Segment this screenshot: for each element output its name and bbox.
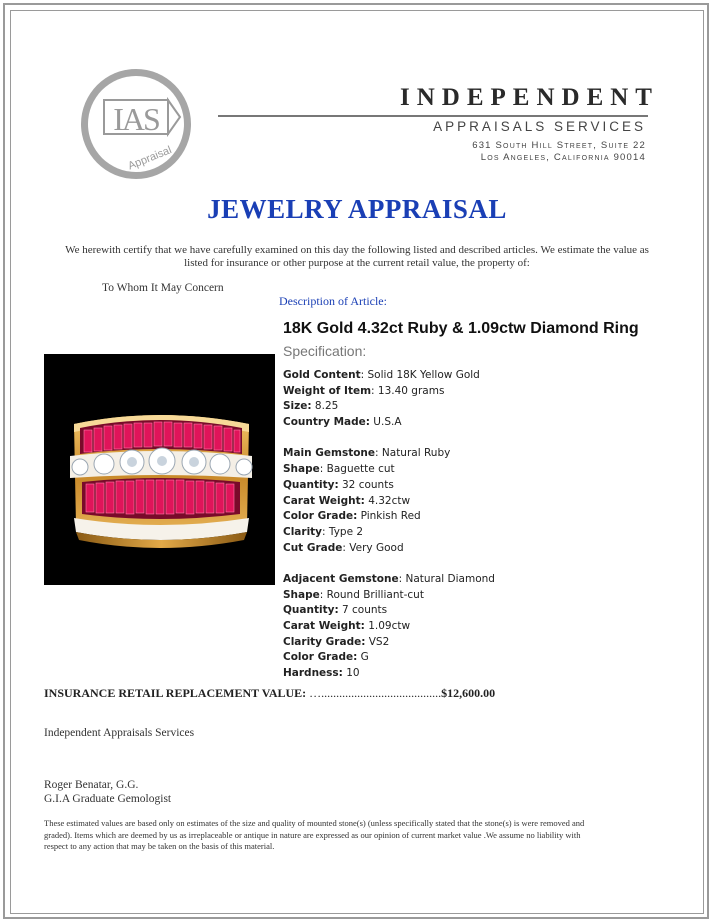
specifications [283, 368, 495, 682]
item-title: 18K Gold 4.32ct Ruby & 1.09ctw Diamond Ring [283, 320, 639, 337]
spec-label: Carat Weight: [283, 494, 365, 507]
spec-row [283, 666, 495, 682]
spec-value: : Very Good [342, 541, 404, 554]
spec-label: Adjacent Gemstone [283, 572, 399, 585]
spec-label: Clarity Grade: [283, 635, 366, 648]
spec-row [283, 415, 495, 431]
spec-value: : Type 2 [322, 525, 364, 538]
spec-label: Gold Content [283, 369, 361, 381]
spec-label: Main Gemstone [283, 447, 376, 460]
spec-spacer [283, 556, 495, 572]
address-line-1: 631 South Hill Street, Suite 22 [472, 140, 646, 151]
insurance-dots: …........................................ [306, 686, 442, 700]
spec-row [283, 462, 495, 478]
spec-value: VS2 [365, 635, 390, 648]
ias-logo [78, 66, 194, 182]
spec-value: 1.09ctw [364, 620, 411, 632]
disclaimer: These estimated values are based only on estimates of the size and quality of mounted stone(s) (unless specifically stated that the stone(s) is were removed and graded). Items which are deemed by us as irreplaceable or antique in nature are expressed as our opinion of current market value .We assume no liability with respect to any action that may be taken on the basis of this material. [44, 818, 585, 851]
company-name: INDEPENDENT [400, 84, 659, 111]
spec-row [283, 446, 495, 462]
spec-row [283, 509, 495, 525]
address-line-2: Los Angeles, California 90014 [480, 152, 646, 163]
spec-value: U.S.A [369, 416, 402, 429]
spec-label: Quantity: [283, 604, 339, 617]
spec-row [283, 635, 495, 651]
spec-label: Shape [283, 588, 320, 601]
spec-row [283, 399, 495, 415]
insurance-value: $12,600.00 [441, 686, 496, 700]
spec-row [283, 619, 495, 635]
spec-value: : Baguette cut [319, 463, 395, 476]
spec-value: 8.25 [311, 400, 339, 413]
spec-row [283, 525, 495, 541]
spec-value: 7 counts [338, 604, 388, 617]
appraiser-name: Roger Benatar, G.G. [44, 779, 139, 791]
insurance-label: INSURANCE RETAIL REPLACEMENT VALUE: [44, 686, 307, 700]
spec-label: Hardness: [283, 667, 343, 680]
spec-label: Carat Weight: [283, 620, 365, 632]
spec-label: Size: [283, 400, 312, 413]
spec-value: G [357, 651, 369, 664]
spec-label: Clarity [283, 525, 323, 538]
specification-label: Specification: [283, 343, 367, 359]
spec-label: Country Made: [283, 416, 370, 429]
description-label: Description of Article: [279, 294, 387, 308]
spec-value: : Round Brilliant-cut [319, 588, 424, 601]
spec-value: Pinkish Red [357, 510, 421, 523]
spec-row [283, 478, 495, 494]
insurance-value-line [44, 686, 495, 701]
signature-company: Independent Appraisals Services [44, 727, 195, 739]
spec-value: : Natural Ruby [375, 447, 451, 460]
spec-value: : Natural Diamond [398, 572, 495, 585]
spec-row [283, 494, 495, 510]
spec-row [283, 588, 495, 604]
certification-text: We herewith certify that we have carefully examined on this day the following listed and described articles. We estimate the value as listed for insurance or other purpose at the current retail value, the property of: [65, 244, 649, 269]
spec-row [283, 603, 495, 619]
logo-arc-text: Appraisal [126, 144, 174, 173]
spec-label: Shape [283, 463, 320, 476]
logo-monogram: IAS [113, 101, 159, 137]
document-title: JEWELRY APPRAISAL [207, 194, 507, 224]
recipient: To Whom It May Concern [102, 282, 224, 294]
spec-row [283, 572, 495, 588]
spec-value: : Solid 18K Yellow Gold [360, 369, 480, 381]
spec-value: 32 counts [338, 478, 394, 491]
spec-label: Color Grade: [283, 510, 358, 523]
spec-row [283, 650, 495, 666]
header-rule [218, 115, 648, 117]
spec-row [283, 368, 495, 384]
spec-spacer [283, 431, 495, 447]
spec-label: Weight of Item [283, 384, 372, 397]
spec-row [283, 541, 495, 557]
ring-photo [44, 354, 275, 585]
spec-value: 4.32ctw [364, 494, 411, 507]
spec-label: Cut Grade [283, 541, 343, 554]
spec-label: Quantity: [283, 478, 339, 491]
spec-label: Color Grade: [283, 651, 358, 664]
spec-value: 10 [342, 667, 360, 680]
appraiser-title: G.I.A Graduate Gemologist [44, 793, 172, 805]
spec-value: : 13.40 grams [371, 384, 445, 397]
spec-row [283, 384, 495, 400]
company-subtitle: APPRAISALS SERVICES [433, 119, 646, 134]
